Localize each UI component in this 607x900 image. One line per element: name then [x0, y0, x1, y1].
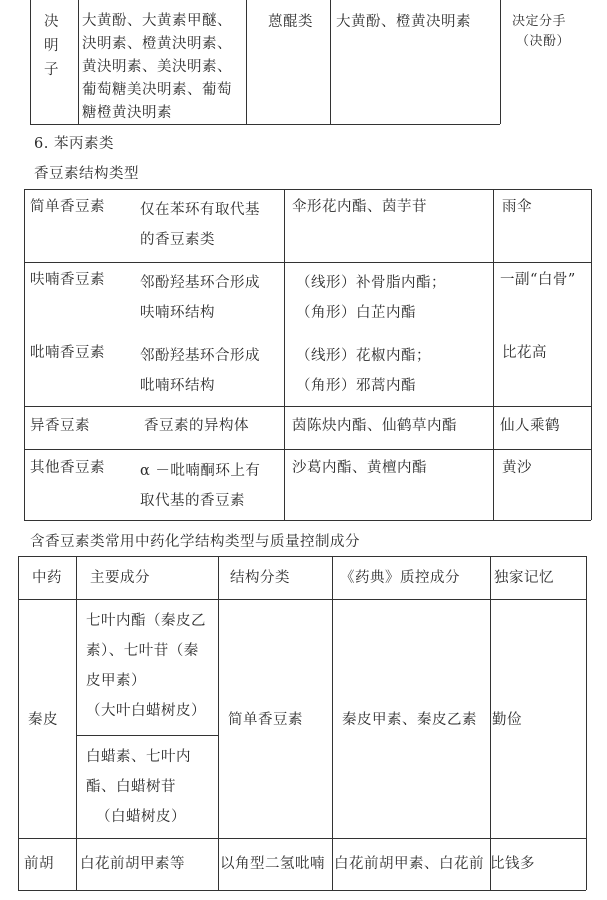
section-title: 6. 苯丙素类: [34, 136, 114, 152]
coumarin-mnemonic: 雨伞: [502, 199, 532, 215]
coumarin-examples: 伞形花内酯、茵芋苷: [292, 199, 427, 215]
top-col5: [512, 12, 570, 52]
coumarin-heading: 香豆素结构类型: [34, 166, 139, 182]
herb-heading: 含香豆素类常用中药化学结构类型与质量控制成分: [30, 534, 360, 550]
herb-structure: 简单香豆素: [228, 712, 303, 728]
coumarin-mnemonic: 比花高: [502, 345, 547, 361]
coumarin-type: 异香豆素: [30, 418, 90, 434]
herb-structure: 以角型二氢吡喃: [220, 856, 325, 872]
top-col5-line: 决定分手: [512, 14, 567, 29]
coumarin-desc-line: α －吡喃酮环上有: [140, 463, 261, 479]
herb-header-cell: 结构分类: [230, 570, 290, 586]
coumarin-mnemonic: 一副“白骨”: [500, 272, 576, 288]
herb-component-line: （白蜡树皮）: [96, 809, 186, 825]
coumarin-desc-line: 呋喃环结构: [140, 305, 215, 321]
coumarin-desc-line: 的香豆素类: [140, 232, 215, 248]
top-col2-line: 大黄酚、大黄素甲醚、: [82, 13, 232, 29]
herb-component-line: 七叶内酯（秦皮乙: [86, 613, 206, 629]
coumarin-examples: 茵陈炔内酯、仙鹤草内酯: [292, 418, 457, 434]
coumarin-desc-line: 仅在苯环有取代基: [140, 202, 260, 218]
coumarin-examples: [296, 268, 446, 328]
coumarin-type: 呋喃香豆素: [30, 272, 105, 288]
coumarin-desc: [140, 456, 260, 516]
herb-header-cell: 主要成分: [90, 570, 150, 586]
top-col5-line: （决酚）: [516, 34, 571, 49]
coumarin-desc-line: 取代基的香豆素: [140, 493, 245, 509]
herb-memory: 勤俭: [492, 712, 522, 728]
coumarin-desc-line: 邻酚羟基环合形成: [140, 275, 260, 291]
coumarin-examples: 沙葛内酯、黄檀内酯: [292, 460, 427, 476]
herb-name: 秦皮: [28, 712, 58, 728]
coumarin-example-line: （角形）邪蒿内酯: [296, 378, 416, 394]
top-col1: [44, 10, 68, 82]
top-col1-char: 明: [44, 38, 59, 54]
top-col2-line: 葡萄糖美决明素、葡萄: [82, 82, 232, 98]
herb-qc: 秦皮甲素、秦皮乙素: [342, 712, 477, 728]
top-col4: 大黄酚、橙黄决明素: [336, 14, 471, 30]
top-col1-char: 决: [44, 14, 59, 30]
herb-component-line: （大叶白蜡树皮）: [86, 703, 206, 719]
herb-component-line: 白蜡素、七叶内: [86, 749, 191, 765]
coumarin-desc-line: 吡喃环结构: [140, 378, 215, 394]
coumarin-desc: [140, 195, 260, 255]
herb-name: 前胡: [24, 856, 54, 872]
coumarin-type: 其他香豆素: [30, 460, 105, 476]
top-col2-line: 糖橙黄決明素: [82, 105, 172, 121]
coumarin-desc: [140, 268, 260, 328]
coumarin-example-line: （线形）补骨脂内酯；: [296, 275, 446, 291]
herb-qc: 白花前胡甲素、白花前: [334, 856, 484, 872]
top-col2-line: 黄決明素、美決明素、: [82, 59, 232, 75]
coumarin-desc: [140, 341, 260, 401]
top-col2: [82, 10, 246, 125]
herb-header-cell: 中药: [32, 570, 62, 586]
top-col1-char: 子: [44, 62, 59, 78]
coumarin-example-line: （角形）白芷内酯: [296, 305, 416, 321]
coumarin-desc-line: 邻酚羟基环合形成: [140, 348, 260, 364]
coumarin-mnemonic: 黄沙: [502, 460, 532, 476]
herb-header-cell: 独家记忆: [494, 570, 554, 586]
herb-header-cell: 《药典》质控成分: [340, 570, 460, 586]
herb-memory: 比钱多: [490, 856, 535, 872]
coumarin-type: 吡喃香豆素: [30, 345, 105, 361]
coumarin-examples: [296, 341, 431, 401]
herb-components: 白花前胡甲素等: [80, 856, 185, 872]
top-col2-line: 決明素、橙黄決明素、: [82, 36, 232, 52]
coumarin-mnemonic: 仙人乘鹤: [500, 418, 560, 434]
herb-component-line: 皮甲素）: [86, 673, 146, 689]
herb-components: [86, 606, 206, 726]
coumarin-desc: 香豆素的异构体: [144, 418, 249, 434]
coumarin-example-line: （线形）花椒内酯；: [296, 348, 431, 364]
herb-components: [86, 742, 191, 832]
coumarin-type: 简单香豆素: [30, 199, 105, 215]
top-col3: 蒽醌类: [268, 14, 313, 30]
herb-component-line: 素）、七叶苷（秦: [86, 643, 199, 659]
herb-component-line: 酯、白蜡树苷: [86, 779, 176, 795]
